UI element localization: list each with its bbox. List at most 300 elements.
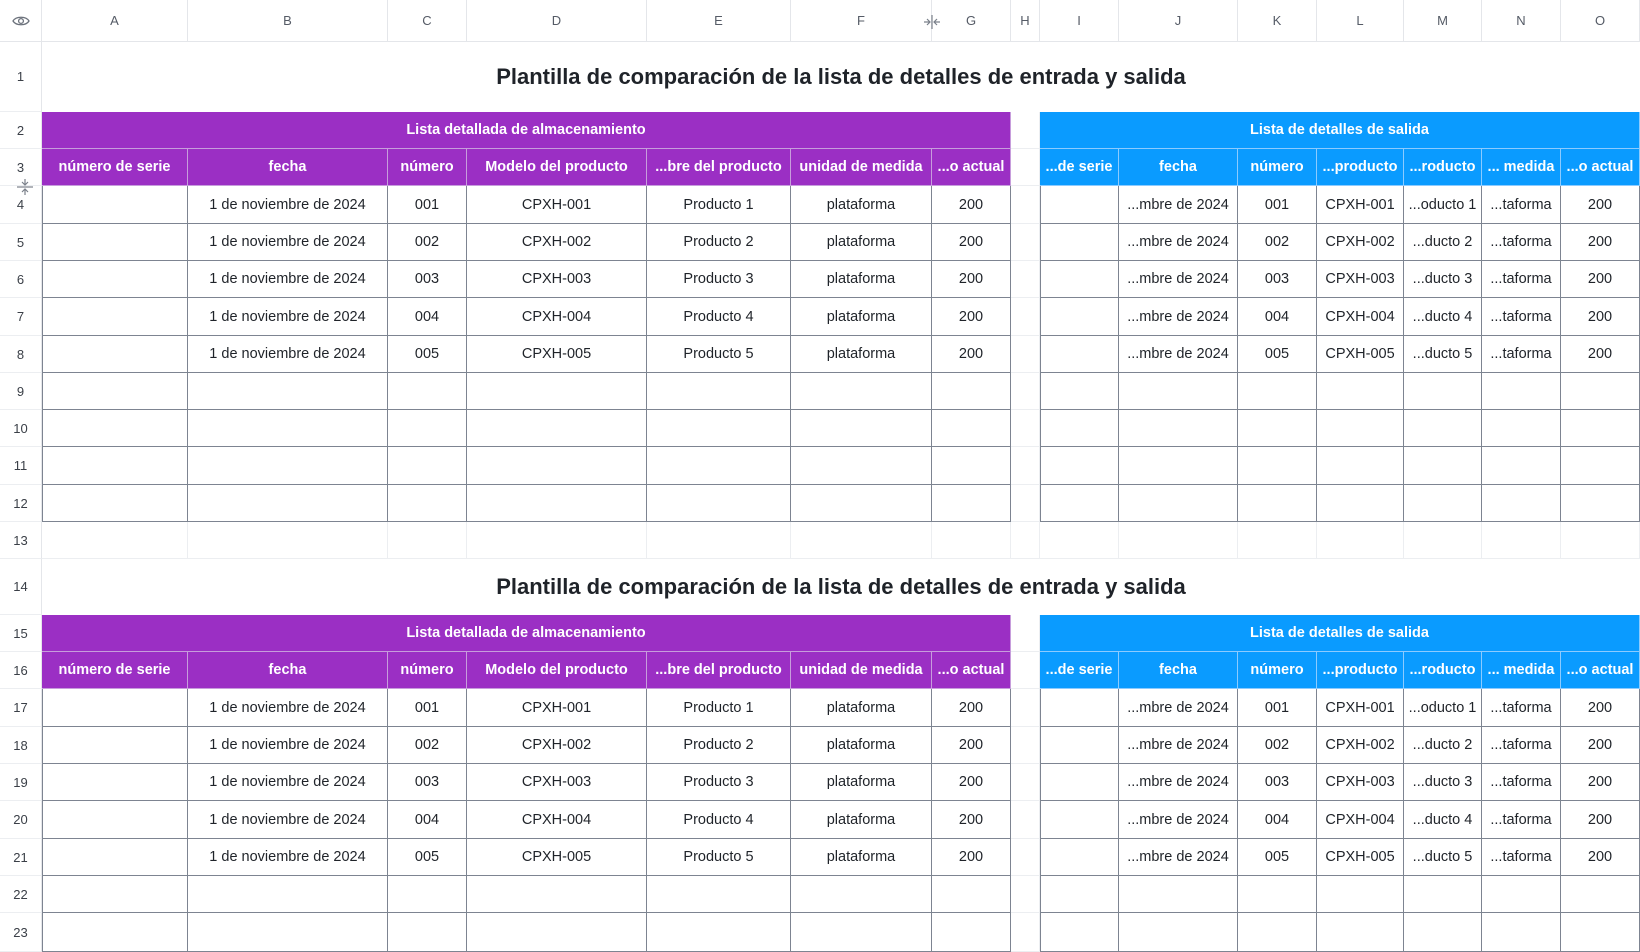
column-header-e[interactable]: E: [647, 0, 791, 42]
cell[interactable]: [388, 522, 467, 559]
entry-table-cell[interactable]: [188, 913, 388, 952]
entry-table-cell[interactable]: [932, 485, 1011, 522]
exit-table-cell[interactable]: ...oducto 1: [1404, 186, 1482, 224]
exit-table-cell[interactable]: [1482, 447, 1561, 485]
exit-table-cell[interactable]: [1040, 261, 1119, 298]
entry-table-cell[interactable]: CPXH-003: [467, 261, 647, 298]
exit-table-cell[interactable]: 004: [1238, 298, 1317, 336]
exit-table-cell[interactable]: ...mbre de 2024: [1119, 186, 1238, 224]
exit-table-cell[interactable]: ...mbre de 2024: [1119, 801, 1238, 839]
exit-table-cell[interactable]: [1317, 485, 1404, 522]
entry-table-cell[interactable]: 1 de noviembre de 2024: [188, 689, 388, 727]
entry-table-cell[interactable]: [188, 876, 388, 913]
row-header-3[interactable]: 3: [0, 149, 42, 186]
entry-table-cell[interactable]: [467, 913, 647, 952]
entry-table-cell[interactable]: 200: [932, 336, 1011, 373]
exit-table-cell[interactable]: [1119, 373, 1238, 410]
entry-table-cell[interactable]: [388, 373, 467, 410]
cell[interactable]: [1238, 522, 1317, 559]
exit-table-cell[interactable]: ...mbre de 2024: [1119, 298, 1238, 336]
column-header-a[interactable]: A: [42, 0, 188, 42]
entry-table-cell[interactable]: [42, 298, 188, 336]
entry-table-cell[interactable]: 005: [388, 336, 467, 373]
exit-table-cell[interactable]: [1040, 447, 1119, 485]
exit-table-cell[interactable]: [1119, 913, 1238, 952]
row-header-2[interactable]: 2: [0, 112, 42, 149]
entry-table-cell[interactable]: [42, 913, 188, 952]
entry-table-cell[interactable]: CPXH-004: [467, 298, 647, 336]
exit-table-cell[interactable]: 005: [1238, 839, 1317, 876]
select-all-corner[interactable]: [0, 0, 42, 42]
exit-table-cell[interactable]: [1482, 485, 1561, 522]
cell[interactable]: [1119, 522, 1238, 559]
exit-table-cell[interactable]: 001: [1238, 689, 1317, 727]
cell[interactable]: [42, 522, 188, 559]
entry-table-cell[interactable]: Producto 3: [647, 764, 791, 801]
entry-table-cell[interactable]: [42, 876, 188, 913]
exit-table-cell[interactable]: CPXH-002: [1317, 224, 1404, 261]
cell[interactable]: [1011, 764, 1040, 801]
row-header-10[interactable]: 10: [0, 410, 42, 447]
entry-table-cell[interactable]: [467, 373, 647, 410]
exit-table-cell[interactable]: [1561, 876, 1640, 913]
column-header-m[interactable]: M: [1404, 0, 1482, 42]
exit-table-cell[interactable]: ...ducto 2: [1404, 224, 1482, 261]
entry-table-cell[interactable]: [467, 485, 647, 522]
entry-table-cell[interactable]: CPXH-002: [467, 727, 647, 764]
exit-table-cell[interactable]: [1040, 224, 1119, 261]
exit-table-cell[interactable]: 002: [1238, 224, 1317, 261]
entry-table-cell[interactable]: [42, 839, 188, 876]
entry-table-cell[interactable]: 200: [932, 186, 1011, 224]
entry-table-cell[interactable]: 001: [388, 186, 467, 224]
cell[interactable]: [1011, 410, 1040, 447]
cell[interactable]: [1011, 485, 1040, 522]
entry-table-cell[interactable]: 200: [932, 224, 1011, 261]
entry-table-cell[interactable]: [791, 876, 932, 913]
exit-table-cell[interactable]: CPXH-001: [1317, 186, 1404, 224]
entry-table-cell[interactable]: plataforma: [791, 224, 932, 261]
eye-icon[interactable]: [12, 15, 30, 27]
row-header-11[interactable]: 11: [0, 447, 42, 485]
entry-table-cell[interactable]: [932, 913, 1011, 952]
exit-table-cell[interactable]: 002: [1238, 727, 1317, 764]
exit-table-cell[interactable]: ...taforma: [1482, 336, 1561, 373]
exit-table-cell[interactable]: CPXH-005: [1317, 839, 1404, 876]
exit-table-cell[interactable]: ...taforma: [1482, 298, 1561, 336]
exit-table-cell[interactable]: [1317, 447, 1404, 485]
entry-table-cell[interactable]: 004: [388, 801, 467, 839]
entry-table-cell[interactable]: plataforma: [791, 839, 932, 876]
entry-table-cell[interactable]: [42, 410, 188, 447]
exit-table-cell[interactable]: [1482, 913, 1561, 952]
entry-table-cell[interactable]: CPXH-003: [467, 764, 647, 801]
exit-table-cell[interactable]: [1040, 485, 1119, 522]
cell[interactable]: [1011, 615, 1040, 652]
cell[interactable]: [932, 522, 1011, 559]
entry-table-cell[interactable]: [791, 410, 932, 447]
entry-table-cell[interactable]: 200: [932, 801, 1011, 839]
entry-table-cell[interactable]: Producto 3: [647, 261, 791, 298]
row-header-22[interactable]: 22: [0, 876, 42, 913]
exit-table-cell[interactable]: ...mbre de 2024: [1119, 261, 1238, 298]
row-header-21[interactable]: 21: [0, 839, 42, 876]
exit-table-cell[interactable]: [1404, 410, 1482, 447]
exit-table-cell[interactable]: [1040, 186, 1119, 224]
row-header-12[interactable]: 12: [0, 485, 42, 522]
exit-table-cell[interactable]: ...mbre de 2024: [1119, 224, 1238, 261]
entry-table-cell[interactable]: [467, 410, 647, 447]
exit-table-cell[interactable]: [1238, 485, 1317, 522]
exit-table-cell[interactable]: [1317, 373, 1404, 410]
exit-table-cell[interactable]: [1040, 689, 1119, 727]
exit-table-cell[interactable]: 200: [1561, 224, 1640, 261]
entry-table-cell[interactable]: [42, 485, 188, 522]
cell[interactable]: [188, 522, 388, 559]
exit-table-cell[interactable]: 200: [1561, 764, 1640, 801]
entry-table-cell[interactable]: 001: [388, 689, 467, 727]
column-header-o[interactable]: O: [1561, 0, 1640, 42]
exit-table-cell[interactable]: [1404, 447, 1482, 485]
entry-table-cell[interactable]: [932, 410, 1011, 447]
entry-table-cell[interactable]: [188, 485, 388, 522]
exit-table-cell[interactable]: [1404, 913, 1482, 952]
cell[interactable]: [1011, 336, 1040, 373]
cell[interactable]: [1011, 186, 1040, 224]
column-header-i[interactable]: I: [1040, 0, 1119, 42]
entry-table-cell[interactable]: CPXH-004: [467, 801, 647, 839]
exit-table-cell[interactable]: [1040, 913, 1119, 952]
exit-table-cell[interactable]: [1238, 913, 1317, 952]
entry-table-cell[interactable]: 1 de noviembre de 2024: [188, 186, 388, 224]
entry-table-cell[interactable]: [388, 876, 467, 913]
cell[interactable]: [1404, 522, 1482, 559]
column-header-l[interactable]: L: [1317, 0, 1404, 42]
entry-table-cell[interactable]: 1 de noviembre de 2024: [188, 839, 388, 876]
exit-table-cell[interactable]: ...mbre de 2024: [1119, 764, 1238, 801]
entry-table-cell[interactable]: [42, 801, 188, 839]
exit-table-cell[interactable]: CPXH-005: [1317, 336, 1404, 373]
entry-table-cell[interactable]: [42, 336, 188, 373]
entry-table-cell[interactable]: [188, 373, 388, 410]
exit-table-cell[interactable]: ...taforma: [1482, 186, 1561, 224]
exit-table-cell[interactable]: [1238, 447, 1317, 485]
entry-table-cell[interactable]: 1 de noviembre de 2024: [188, 298, 388, 336]
exit-table-cell[interactable]: ...taforma: [1482, 727, 1561, 764]
cell[interactable]: [1011, 727, 1040, 764]
entry-table-cell[interactable]: [932, 447, 1011, 485]
entry-table-cell[interactable]: [42, 186, 188, 224]
entry-table-cell[interactable]: [791, 913, 932, 952]
row-resize-icon[interactable]: [16, 178, 34, 200]
exit-table-cell[interactable]: ...taforma: [1482, 224, 1561, 261]
row-header-9[interactable]: 9: [0, 373, 42, 410]
entry-table-cell[interactable]: 200: [932, 839, 1011, 876]
cell[interactable]: [1011, 913, 1040, 952]
entry-table-cell[interactable]: plataforma: [791, 336, 932, 373]
exit-table-cell[interactable]: [1404, 485, 1482, 522]
exit-table-cell[interactable]: 200: [1561, 727, 1640, 764]
exit-table-cell[interactable]: [1482, 373, 1561, 410]
cell[interactable]: [1011, 839, 1040, 876]
entry-table-cell[interactable]: [647, 447, 791, 485]
exit-table-cell[interactable]: [1040, 764, 1119, 801]
entry-table-cell[interactable]: 200: [932, 764, 1011, 801]
row-header-23[interactable]: 23: [0, 913, 42, 952]
entry-table-cell[interactable]: [647, 373, 791, 410]
exit-table-cell[interactable]: [1040, 298, 1119, 336]
column-header-j[interactable]: J: [1119, 0, 1238, 42]
row-header-17[interactable]: 17: [0, 689, 42, 727]
column-header-f[interactable]: F: [791, 0, 932, 42]
exit-table-cell[interactable]: 200: [1561, 298, 1640, 336]
entry-table-cell[interactable]: plataforma: [791, 764, 932, 801]
exit-table-cell[interactable]: 200: [1561, 186, 1640, 224]
exit-table-cell[interactable]: [1119, 447, 1238, 485]
exit-table-cell[interactable]: 001: [1238, 186, 1317, 224]
entry-table-cell[interactable]: 200: [932, 689, 1011, 727]
exit-table-cell[interactable]: CPXH-003: [1317, 764, 1404, 801]
exit-table-cell[interactable]: ...oducto 1: [1404, 689, 1482, 727]
column-header-b[interactable]: B: [188, 0, 388, 42]
exit-table-cell[interactable]: [1040, 373, 1119, 410]
entry-table-cell[interactable]: plataforma: [791, 261, 932, 298]
entry-table-cell[interactable]: 1 de noviembre de 2024: [188, 727, 388, 764]
exit-table-cell[interactable]: ...ducto 5: [1404, 839, 1482, 876]
cell[interactable]: [1011, 149, 1040, 186]
entry-table-cell[interactable]: 005: [388, 839, 467, 876]
exit-table-cell[interactable]: [1119, 876, 1238, 913]
exit-table-cell[interactable]: [1238, 373, 1317, 410]
row-header-19[interactable]: 19: [0, 764, 42, 801]
exit-table-cell[interactable]: [1040, 727, 1119, 764]
row-header-16[interactable]: 16: [0, 652, 42, 689]
entry-table-cell[interactable]: 004: [388, 298, 467, 336]
cell[interactable]: [1011, 298, 1040, 336]
entry-table-cell[interactable]: [42, 373, 188, 410]
entry-table-cell[interactable]: plataforma: [791, 727, 932, 764]
entry-table-cell[interactable]: 003: [388, 764, 467, 801]
exit-table-cell[interactable]: ...mbre de 2024: [1119, 336, 1238, 373]
entry-table-cell[interactable]: 1 de noviembre de 2024: [188, 801, 388, 839]
entry-table-cell[interactable]: 1 de noviembre de 2024: [188, 224, 388, 261]
exit-table-cell[interactable]: CPXH-002: [1317, 727, 1404, 764]
exit-table-cell[interactable]: 200: [1561, 839, 1640, 876]
entry-table-cell[interactable]: Producto 4: [647, 801, 791, 839]
cell[interactable]: [647, 522, 791, 559]
entry-table-cell[interactable]: 200: [932, 298, 1011, 336]
column-header-g[interactable]: G: [932, 0, 1011, 42]
entry-table-cell[interactable]: [42, 224, 188, 261]
entry-table-cell[interactable]: [791, 447, 932, 485]
cell[interactable]: [467, 522, 647, 559]
entry-table-cell[interactable]: CPXH-005: [467, 336, 647, 373]
exit-table-cell[interactable]: [1040, 801, 1119, 839]
entry-table-cell[interactable]: 002: [388, 224, 467, 261]
exit-table-cell[interactable]: [1404, 876, 1482, 913]
exit-table-cell[interactable]: [1238, 410, 1317, 447]
cell[interactable]: [1011, 522, 1040, 559]
entry-table-cell[interactable]: Producto 5: [647, 839, 791, 876]
entry-table-cell[interactable]: [647, 485, 791, 522]
exit-table-cell[interactable]: [1119, 410, 1238, 447]
exit-table-cell[interactable]: [1040, 336, 1119, 373]
column-header-c[interactable]: C: [388, 0, 467, 42]
entry-table-cell[interactable]: Producto 1: [647, 186, 791, 224]
cell[interactable]: [1011, 652, 1040, 689]
exit-table-cell[interactable]: 004: [1238, 801, 1317, 839]
exit-table-cell[interactable]: ...taforma: [1482, 801, 1561, 839]
exit-table-cell[interactable]: ...taforma: [1482, 689, 1561, 727]
entry-table-cell[interactable]: CPXH-001: [467, 689, 647, 727]
row-header-18[interactable]: 18: [0, 727, 42, 764]
exit-table-cell[interactable]: CPXH-004: [1317, 298, 1404, 336]
entry-table-cell[interactable]: CPXH-005: [467, 839, 647, 876]
cell[interactable]: [1482, 522, 1561, 559]
exit-table-cell[interactable]: ...ducto 4: [1404, 298, 1482, 336]
exit-table-cell[interactable]: ...mbre de 2024: [1119, 727, 1238, 764]
row-header-6[interactable]: 6: [0, 261, 42, 298]
exit-table-cell[interactable]: ...taforma: [1482, 261, 1561, 298]
exit-table-cell[interactable]: [1119, 485, 1238, 522]
exit-table-cell[interactable]: [1482, 410, 1561, 447]
exit-table-cell[interactable]: [1561, 913, 1640, 952]
exit-table-cell[interactable]: ...ducto 4: [1404, 801, 1482, 839]
exit-table-cell[interactable]: ...ducto 3: [1404, 764, 1482, 801]
entry-table-cell[interactable]: 200: [932, 261, 1011, 298]
row-header-15[interactable]: 15: [0, 615, 42, 652]
entry-table-cell[interactable]: plataforma: [791, 298, 932, 336]
exit-table-cell[interactable]: CPXH-003: [1317, 261, 1404, 298]
entry-table-cell[interactable]: [647, 913, 791, 952]
entry-table-cell[interactable]: 1 de noviembre de 2024: [188, 764, 388, 801]
entry-table-cell[interactable]: Producto 5: [647, 336, 791, 373]
exit-table-cell[interactable]: [1482, 876, 1561, 913]
exit-table-cell[interactable]: 200: [1561, 801, 1640, 839]
entry-table-cell[interactable]: [388, 913, 467, 952]
entry-table-cell[interactable]: plataforma: [791, 689, 932, 727]
cell[interactable]: [1011, 373, 1040, 410]
row-header-1[interactable]: 1: [0, 42, 42, 112]
exit-table-cell[interactable]: [1040, 839, 1119, 876]
exit-table-cell[interactable]: [1561, 373, 1640, 410]
column-header-k[interactable]: K: [1238, 0, 1317, 42]
entry-table-cell[interactable]: 1 de noviembre de 2024: [188, 336, 388, 373]
entry-table-cell[interactable]: Producto 4: [647, 298, 791, 336]
entry-table-cell[interactable]: [388, 485, 467, 522]
exit-table-cell[interactable]: 200: [1561, 689, 1640, 727]
row-header-20[interactable]: 20: [0, 801, 42, 839]
cell[interactable]: [1011, 447, 1040, 485]
exit-table-cell[interactable]: ...ducto 3: [1404, 261, 1482, 298]
cell[interactable]: [1011, 876, 1040, 913]
column-header-n[interactable]: N: [1482, 0, 1561, 42]
entry-table-cell[interactable]: [42, 727, 188, 764]
row-header-13[interactable]: 13: [0, 522, 42, 559]
entry-table-cell[interactable]: [791, 373, 932, 410]
row-header-14[interactable]: 14: [0, 559, 42, 615]
entry-table-cell[interactable]: [42, 261, 188, 298]
exit-table-cell[interactable]: [1317, 410, 1404, 447]
cell[interactable]: [1040, 522, 1119, 559]
entry-table-cell[interactable]: [647, 410, 791, 447]
exit-table-cell[interactable]: [1040, 876, 1119, 913]
exit-table-cell[interactable]: 005: [1238, 336, 1317, 373]
column-header-d[interactable]: D: [467, 0, 647, 42]
entry-table-cell[interactable]: [188, 447, 388, 485]
row-header-5[interactable]: 5: [0, 224, 42, 261]
entry-table-cell[interactable]: [932, 876, 1011, 913]
exit-table-cell[interactable]: ...ducto 5: [1404, 336, 1482, 373]
entry-table-cell[interactable]: [42, 689, 188, 727]
entry-table-cell[interactable]: Producto 1: [647, 689, 791, 727]
cell[interactable]: [1011, 689, 1040, 727]
exit-table-cell[interactable]: CPXH-001: [1317, 689, 1404, 727]
cell[interactable]: [1011, 801, 1040, 839]
cell[interactable]: [1011, 261, 1040, 298]
entry-table-cell[interactable]: [188, 410, 388, 447]
column-resize-icon[interactable]: [922, 14, 942, 34]
exit-table-cell[interactable]: 003: [1238, 261, 1317, 298]
exit-table-cell[interactable]: [1317, 913, 1404, 952]
exit-table-cell[interactable]: [1040, 410, 1119, 447]
entry-table-cell[interactable]: [932, 373, 1011, 410]
exit-table-cell[interactable]: ...mbre de 2024: [1119, 839, 1238, 876]
row-header-7[interactable]: 7: [0, 298, 42, 336]
exit-table-cell[interactable]: CPXH-004: [1317, 801, 1404, 839]
entry-table-cell[interactable]: plataforma: [791, 801, 932, 839]
entry-table-cell[interactable]: 1 de noviembre de 2024: [188, 261, 388, 298]
entry-table-cell[interactable]: Producto 2: [647, 727, 791, 764]
exit-table-cell[interactable]: 200: [1561, 336, 1640, 373]
exit-table-cell[interactable]: [1561, 410, 1640, 447]
row-header-4[interactable]: 4: [0, 186, 42, 224]
exit-table-cell[interactable]: ...ducto 2: [1404, 727, 1482, 764]
cell[interactable]: [791, 522, 932, 559]
entry-table-cell[interactable]: [42, 447, 188, 485]
cell[interactable]: [1011, 112, 1040, 149]
exit-table-cell[interactable]: 200: [1561, 261, 1640, 298]
cell[interactable]: [1561, 522, 1640, 559]
exit-table-cell[interactable]: ...taforma: [1482, 839, 1561, 876]
entry-table-cell[interactable]: [467, 447, 647, 485]
entry-table-cell[interactable]: 003: [388, 261, 467, 298]
cell[interactable]: [1317, 522, 1404, 559]
exit-table-cell[interactable]: [1561, 485, 1640, 522]
column-header-h[interactable]: H: [1011, 0, 1040, 42]
entry-table-cell[interactable]: 200: [932, 727, 1011, 764]
exit-table-cell[interactable]: [1561, 447, 1640, 485]
entry-table-cell[interactable]: 002: [388, 727, 467, 764]
exit-table-cell[interactable]: [1404, 373, 1482, 410]
entry-table-cell[interactable]: plataforma: [791, 186, 932, 224]
exit-table-cell[interactable]: [1317, 876, 1404, 913]
entry-table-cell[interactable]: CPXH-002: [467, 224, 647, 261]
entry-table-cell[interactable]: CPXH-001: [467, 186, 647, 224]
entry-table-cell[interactable]: [388, 410, 467, 447]
entry-table-cell[interactable]: Producto 2: [647, 224, 791, 261]
exit-table-cell[interactable]: ...mbre de 2024: [1119, 689, 1238, 727]
exit-table-cell[interactable]: 003: [1238, 764, 1317, 801]
entry-table-cell[interactable]: [791, 485, 932, 522]
entry-table-cell[interactable]: [388, 447, 467, 485]
entry-table-cell[interactable]: [647, 876, 791, 913]
entry-table-cell[interactable]: [467, 876, 647, 913]
row-header-8[interactable]: 8: [0, 336, 42, 373]
exit-table-cell[interactable]: [1238, 876, 1317, 913]
cell[interactable]: [1011, 224, 1040, 261]
exit-table-cell[interactable]: ...taforma: [1482, 764, 1561, 801]
